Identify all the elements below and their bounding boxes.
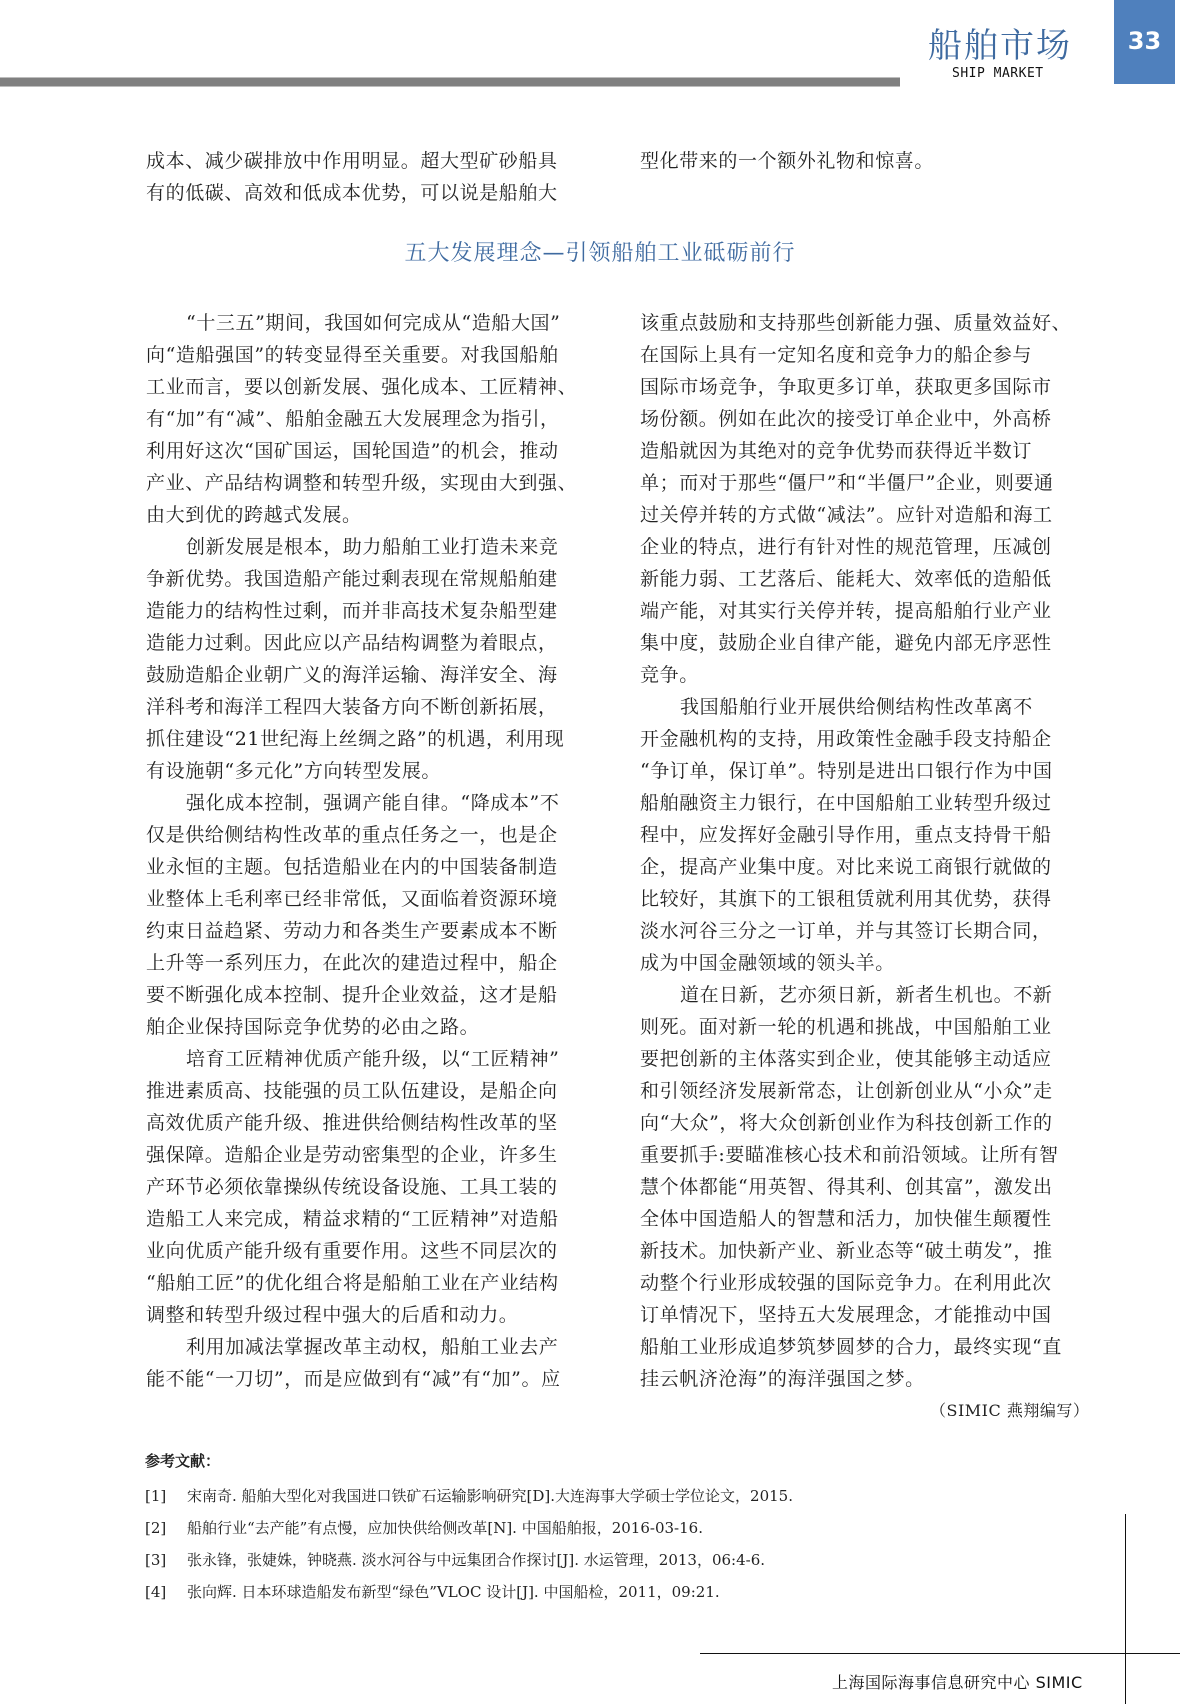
text-line: 挂云帆济沧海”的海洋强国之梦。 (640, 1368, 925, 1390)
text-line: 动整个行业形成较强的国际竞争力。在利用此次 (640, 1272, 1052, 1294)
text-line: 要把创新的主体落实到企业，使其能够主动适应 (640, 1048, 1052, 1070)
text-line: 成本、减少碳排放中作用明显。超大型矿砂船具 (146, 150, 558, 172)
text-line: 上升等一系列压力，在此次的建造过程中，船企 (146, 952, 558, 974)
intro-left-column (146, 145, 601, 209)
author-signature: （SIMIC 燕翔编写） (930, 1401, 1090, 1420)
text-line: 产业、产品结构调整和转型升级，实现由大到强、 (146, 472, 578, 494)
text-line: 国际市场竞争，争取更多订单，获取更多国际市 (640, 376, 1052, 398)
article-right-column (640, 307, 1100, 1395)
text-line: 高效优质产能升级、推进供给侧结构性改革的坚 (146, 1112, 558, 1134)
text-line: 有“加”有“减”、船舶金融五大发展理念为指引， (146, 408, 560, 430)
text-line: 在国际上具有一定知名度和竞争力的船企参与 (640, 344, 1033, 366)
reference-text: 船舶行业“去产能”有点慢，应加快供给侧改革[N]. 中国船舶报，2016-03-16. (187, 1519, 703, 1537)
reference-number: [3] (145, 1551, 167, 1569)
text-line: 要不断强化成本控制、提升企业效益，这才是船 (146, 984, 558, 1006)
reference-number: [4] (145, 1583, 167, 1601)
text-line: 由大到优的跨越式发展。 (146, 504, 362, 526)
text-line: 和引领经济发展新常态，让创新创业从“小众”走 (640, 1080, 1053, 1102)
text-line: 有设施朝“多元化”方向转型发展。 (146, 760, 442, 782)
text-line: 强保障。造船企业是劳动密集型的企业，许多生 (146, 1144, 558, 1166)
text-line: “船舶工匠”的优化组合将是船舶工业在产业结构 (146, 1272, 559, 1294)
header-rule (0, 77, 900, 87)
paragraph-first-line: 道在日新，艺亦须日新，新者生机也。不新 (680, 984, 1053, 1006)
text-line: 舶企业保持国际竞争优势的必由之路。 (146, 1016, 480, 1038)
text-line: 造船就因为其绝对的竞争优势而获得近半数订 (640, 440, 1033, 462)
paragraph-first-line: 利用加减法掌握改革主动权，船舶工业去产 (186, 1336, 559, 1358)
footer-publisher: 上海国际海事信息研究中心 SIMIC (832, 1673, 1083, 1692)
reference-item (145, 1544, 793, 1576)
intro-right-column (640, 145, 1100, 177)
text-line: 集中度，鼓励企业自律产能，避免内部无序恶性 (640, 632, 1052, 654)
text-line: 能不能“一刀切”，而是应做到有“减”有“加”。应 (146, 1368, 561, 1390)
text-line: 新技术。加快新产业、新业态等“破土萌发”，推 (640, 1240, 1053, 1262)
text-line: 争新优势。我国造船产能过剩表现在常规船舶建 (146, 568, 558, 590)
text-line: 端产能，对其实行关停并转，提高船舶行业产业 (640, 600, 1052, 622)
footer-vertical-rule (1125, 1514, 1126, 1704)
text-line: 订单情况下，坚持五大发展理念，才能推动中国 (640, 1304, 1052, 1326)
paragraph-first-line: 创新发展是根本，助力船舶工业打造未来竞 (186, 536, 559, 558)
text-line: 仅是供给侧结构性改革的重点任务之一，也是企 (146, 824, 558, 846)
reference-number: [1] (145, 1487, 167, 1505)
article-title: 五大发展理念—引领船舶工业砥砺前行 (404, 241, 796, 266)
reference-item (145, 1512, 793, 1544)
text-line: 开金融机构的支持，用政策性金融手段支持船企 (640, 728, 1052, 750)
paragraph-first-line: 我国船舶行业开展供给侧结构性改革离不 (680, 696, 1033, 718)
reference-item (145, 1480, 793, 1512)
text-line: 竞争。 (640, 664, 699, 686)
reference-text: 宋南奇. 船舶大型化对我国进口铁矿石运输影响研究[D].大连海事大学硕士学位论文，2015. (187, 1487, 793, 1505)
text-line: 推进素质高、技能强的员工队伍建设，是船企向 (146, 1080, 558, 1102)
text-line: 工业而言，要以创新发展、强化成本、工匠精神、 (146, 376, 578, 398)
text-line: 过关停并转的方式做“减法”。应针对造船和海工 (640, 504, 1053, 526)
text-line: 洋科考和海洋工程四大装备方向不断创新拓展， (146, 696, 558, 718)
text-line: 业向优质产能升级有重要作用。这些不同层次的 (146, 1240, 558, 1262)
text-line: 向“造船强国”的转变显得至关重要。对我国船舶 (146, 344, 559, 366)
section-title: 船舶市场 (928, 26, 1072, 66)
text-line: 成为中国金融领域的领头羊。 (640, 952, 895, 974)
text-line: 造能力的结构性过剩，而并非高技术复杂船型建 (146, 600, 558, 622)
text-line: 有的低碳、高效和低成本优势，可以说是船舶大 (146, 182, 558, 204)
reference-item (145, 1576, 793, 1608)
text-line: 造能力过剩。因此应以产品结构调整为着眼点， (146, 632, 558, 654)
text-line: 慧个体都能“用英智、得其利、创其富”，激发出 (640, 1176, 1053, 1198)
text-line: 造船工人来完成，精益求精的“工匠精神”对造船 (146, 1208, 559, 1230)
text-line: 场份额。例如在此次的接受订单企业中，外高桥 (640, 408, 1052, 430)
section-subtitle: SHIP MARKET (952, 66, 1044, 81)
text-line: 淡水河谷三分之一订单，并与其签订长期合同， (640, 920, 1052, 942)
text-line: 船舶融资主力银行，在中国船舶工业转型升级过 (640, 792, 1052, 814)
paragraph-first-line: 强化成本控制，强调产能自律。“降成本”不 (186, 792, 560, 814)
text-line: 全体中国造船人的智慧和活力，加快催生颠覆性 (640, 1208, 1052, 1230)
article-left-column (146, 307, 601, 1395)
references-heading: 参考文献： (145, 1452, 221, 1470)
text-line: 程中，应发挥好金融引导作用，重点支持骨干船 (640, 824, 1052, 846)
text-line: 该重点鼓励和支持那些创新能力强、质量效益好、 (640, 312, 1072, 334)
text-line: “争订单，保订单”。特别是进出口银行作为中国 (640, 760, 1053, 782)
text-line: 向“大众”，将大众创新创业作为科技创新工作的 (640, 1112, 1053, 1134)
text-line: 新能力弱、工艺落后、能耗大、效率低的造船低 (640, 568, 1052, 590)
paragraph-first-line: “十三五”期间，我国如何完成从“造船大国” (186, 312, 561, 334)
text-line: 约束日益趋紧、劳动力和各类生产要素成本不断 (146, 920, 558, 942)
text-line: 型化带来的一个额外礼物和惊喜。 (640, 150, 935, 172)
text-line: 鼓励造船企业朝广义的海洋运输、海洋安全、海 (146, 664, 558, 686)
reference-text: 张向辉. 日本环球造船发布新型“绿色”VLOC 设计[J]. 中国船检，2011，09:21. (187, 1583, 720, 1601)
text-line: 产环节必须依靠操纵传统设备设施、工具工装的 (146, 1176, 558, 1198)
text-line: 业整体上毛利率已经非常低，又面临着资源环境 (146, 888, 558, 910)
text-line: 重要抓手:要瞄准核心技术和前沿领域。让所有智 (640, 1144, 1059, 1166)
text-line: 船舶工业形成追梦筑梦圆梦的合力，最终实现“直 (640, 1336, 1062, 1358)
reference-number: [2] (145, 1519, 167, 1537)
text-line: 企，提高产业集中度。对比来说工商银行就做的 (640, 856, 1052, 878)
references-list (145, 1480, 793, 1608)
text-line: 抓住建设“21世纪海上丝绸之路”的机遇，利用现 (146, 728, 565, 750)
text-line: 单；而对于那些“僵尸”和“半僵尸”企业，则要通 (640, 472, 1054, 494)
text-line: 企业的特点，进行有针对性的规范管理，压减创 (640, 536, 1052, 558)
text-line: 业永恒的主题。包括造船业在内的中国装备制造 (146, 856, 558, 878)
paragraph-first-line: 培育工匠精神优质产能升级，以“工匠精神” (186, 1048, 560, 1070)
footer-rule (700, 1653, 1180, 1654)
text-line: 利用好这次“国矿国运，国轮国造”的机会，推动 (146, 440, 559, 462)
reference-text: 张永锋，张婕姝，钟晓燕. 淡水河谷与中远集团合作探讨[J]. 水运管理，2013，06:4-6. (187, 1551, 766, 1569)
page-number: 33 (1114, 0, 1175, 84)
text-line: 调整和转型升级过程中强大的后盾和动力。 (146, 1304, 519, 1326)
text-line: 比较好，其旗下的工银租赁就利用其优势，获得 (640, 888, 1052, 910)
text-line: 则死。面对新一轮的机遇和挑战，中国船舶工业 (640, 1016, 1052, 1038)
